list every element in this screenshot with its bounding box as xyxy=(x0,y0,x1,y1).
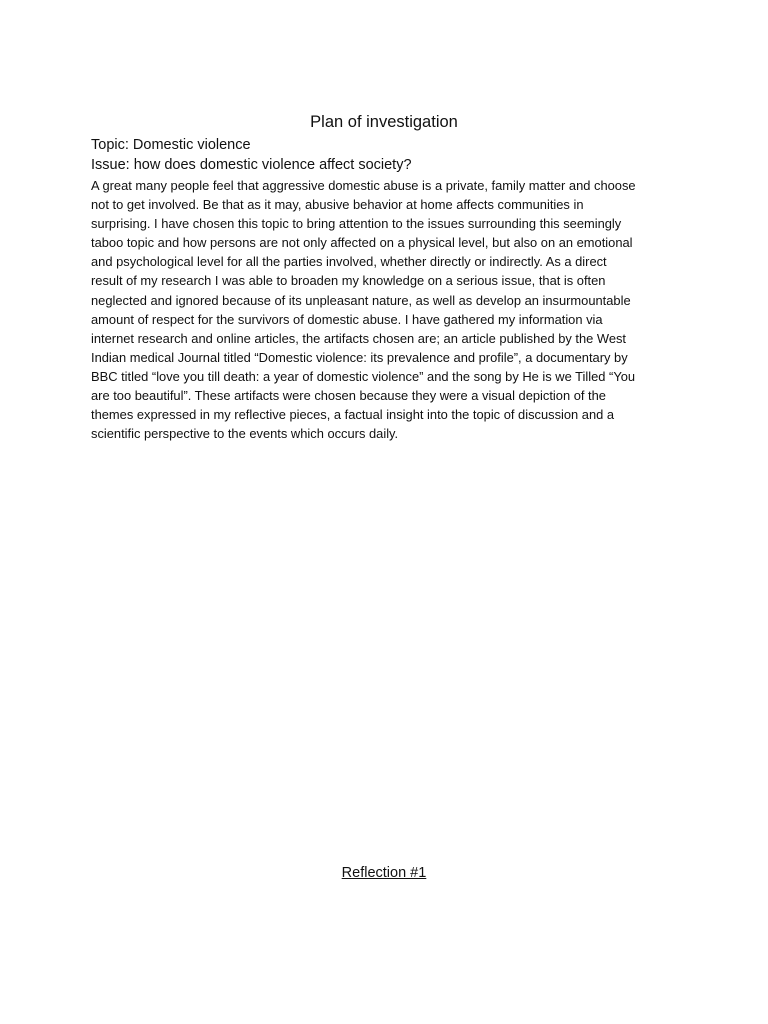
body-line: and psychological level for all the parties involved, whether directly or indirectly. As a direct xyxy=(91,254,607,270)
body-line: result of my research I was able to broaden my knowledge on a serious issue, that is often xyxy=(91,273,606,289)
issue-line: Issue: how does domestic violence affect society? xyxy=(91,157,412,173)
body-line: taboo topic and how persons are not only affected on a physical level, but also on an emotional xyxy=(91,235,633,251)
body-paragraph xyxy=(91,176,681,443)
body-line: scientific perspective to the events which occurs daily. xyxy=(91,426,399,442)
reflection-heading-row xyxy=(0,864,768,882)
document-title: Plan of investigation xyxy=(310,113,458,131)
body-line: BBC titled “love you till death: a year of domestic violence” and the song by He is we Tilled “You xyxy=(91,368,636,384)
body-line: surprising. I have chosen this topic to bring attention to the issues surrounding this seemingly xyxy=(91,216,622,232)
body-line: Indian medical Journal titled “Domestic violence: its prevalence and profile”, a documentary by xyxy=(91,349,628,365)
body-line: not to get involved. Be that as it may, abusive behavior at home affects communities in xyxy=(91,197,584,213)
body-line: internet research and online articles, the artifacts chosen are; an article published by the West xyxy=(91,330,627,346)
body-line: amount of respect for the survivors of domestic abuse. I have gathered my information via xyxy=(91,311,603,327)
reflection-heading: Reflection #1 xyxy=(341,865,427,881)
body-line: neglected and ignored because of its unpleasant nature, as well as develop an insurmountable xyxy=(91,292,631,308)
body-line: themes expressed in my reflective pieces, a factual insight into the topic of discussion and a xyxy=(91,407,615,423)
body-line: are too beautiful”. These artifacts were chosen because they were a visual depiction of the xyxy=(91,388,606,404)
topic-line: Topic: Domestic violence xyxy=(91,137,251,153)
body-line: A great many people feel that aggressive domestic abuse is a private, family matter and choose xyxy=(91,178,636,193)
